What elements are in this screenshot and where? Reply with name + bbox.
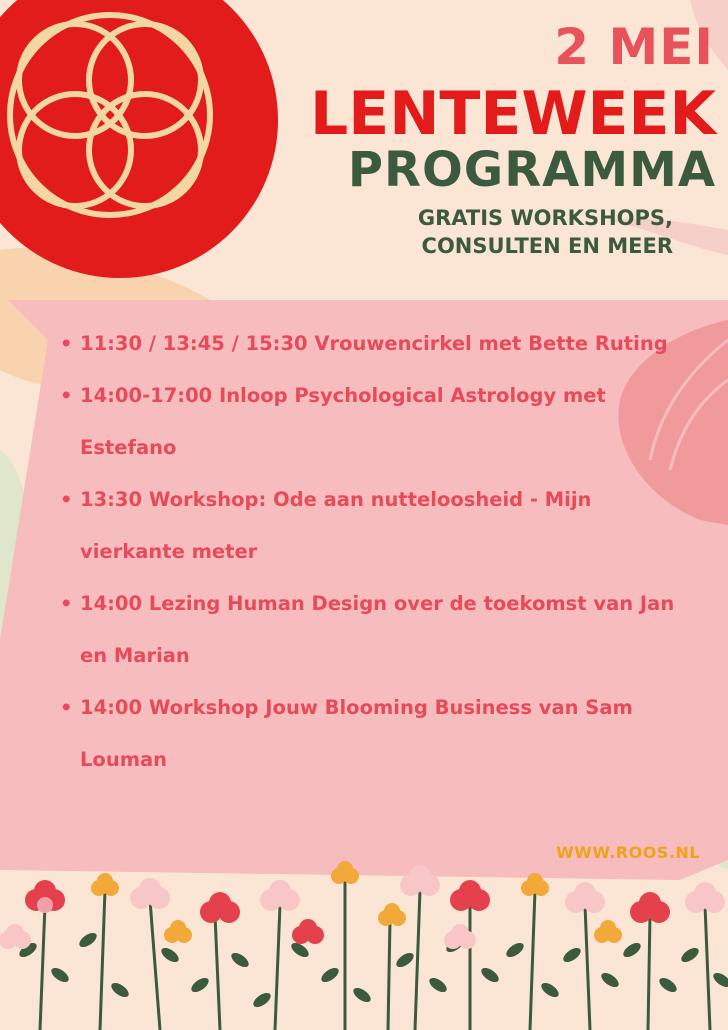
program-item: • 14:00-17:00 Inloop Psychological Astrology met Estefano: [60, 370, 690, 474]
event-subtitle: PROGRAMMA: [347, 142, 716, 198]
program-item: • 13:30 Workshop: Ode aan nutteloosheid - Mijn vierkante meter: [60, 474, 690, 578]
program-list: [60, 318, 690, 786]
program-item: • 11:30 / 13:45 / 15:30 Vrouwencirkel met Bette Ruting: [60, 318, 690, 370]
event-title: LENTEWEEK: [310, 79, 716, 149]
flower-garden-icon: [0, 861, 728, 1030]
program-item: • 14:00 Lezing Human Design over de toekomst van Jan en Marian: [60, 578, 690, 682]
program-item: • 14:00 Workshop Jouw Blooming Business van Sam Louman: [60, 682, 690, 786]
red-flower-icon: [0, 0, 278, 278]
event-tagline: GRATIS WORKSHOPS, CONSULTEN EN MEER: [417, 206, 673, 258]
blossom-red: [25, 880, 65, 913]
event-date: 2 MEI: [554, 18, 714, 76]
website-link[interactable]: WWW.ROOS.NL: [556, 843, 700, 862]
